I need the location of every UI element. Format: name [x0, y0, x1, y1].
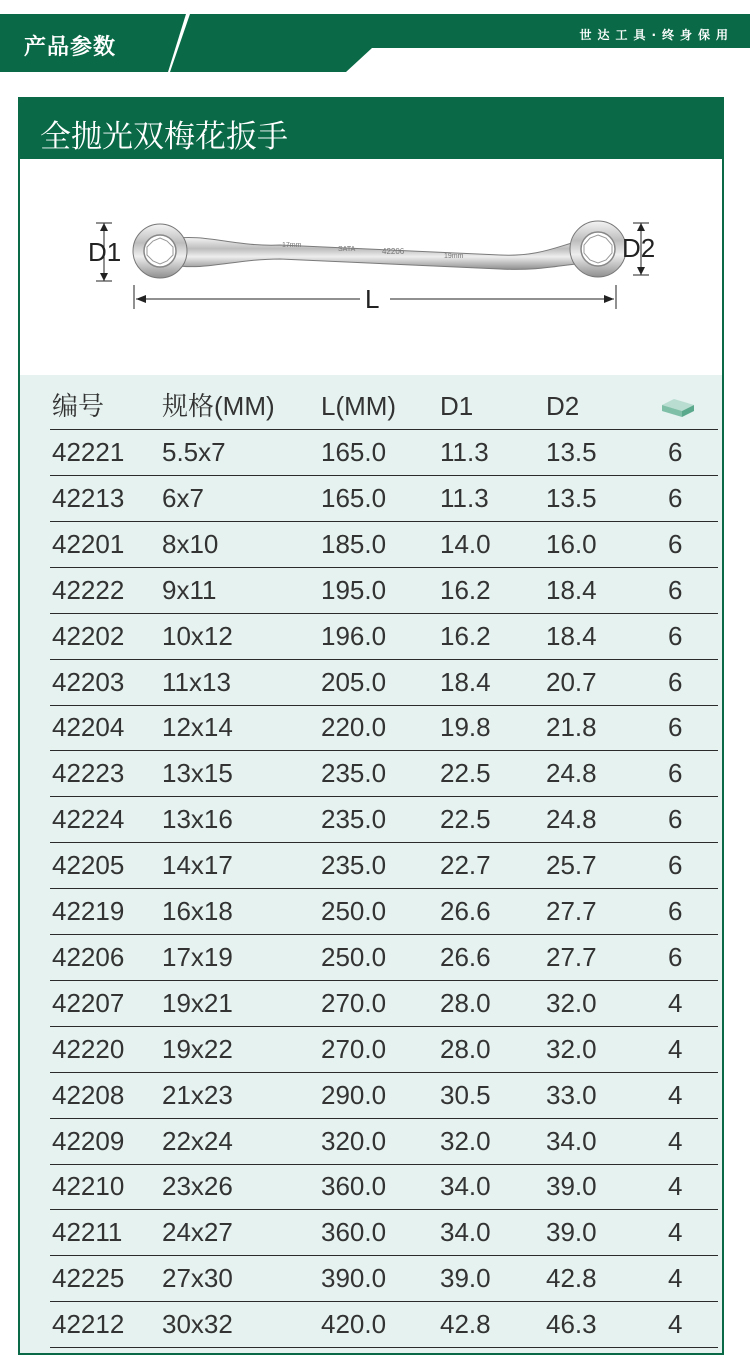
dimension-d1-label: D1 — [88, 237, 122, 267]
cell-code: 42209 — [52, 1125, 125, 1156]
cell-length: 205.0 — [321, 666, 387, 697]
cell-size: 5.5x7 — [162, 437, 226, 467]
cell-size: 21x23 — [162, 1079, 233, 1110]
top-banner — [0, 14, 750, 72]
engraving-brand: SATA — [338, 246, 356, 253]
cell-d1: 22.5 — [440, 758, 491, 789]
table-row — [50, 934, 718, 981]
cell-pack: 6 — [668, 896, 683, 926]
cell-d1: 19.8 — [440, 712, 491, 743]
table-row — [50, 475, 718, 522]
cell-length: 235.0 — [321, 850, 387, 881]
product-header — [20, 99, 722, 159]
cell-d2: 27.7 — [546, 941, 597, 972]
cell-length: 250.0 — [321, 896, 387, 926]
cell-d1: 16.2 — [440, 574, 491, 605]
cell-size: 10x12 — [162, 620, 233, 651]
cell-d1: 32.0 — [440, 1125, 491, 1156]
cell-d1: 28.0 — [440, 1033, 491, 1064]
cell-length: 235.0 — [321, 804, 387, 835]
cell-pack: 6 — [668, 528, 683, 559]
engraving-left: 17mm — [282, 242, 302, 249]
cell-code: 42207 — [52, 987, 125, 1018]
cell-d1: 34.0 — [440, 1217, 491, 1248]
table-row — [50, 429, 718, 476]
cell-size: 8x10 — [162, 528, 219, 559]
cell-d1: 39.0 — [440, 1263, 491, 1294]
cell-d2: 18.4 — [546, 574, 597, 605]
header-length: L(MM) — [321, 391, 397, 421]
product-title: 全抛光双梅花扳手 — [40, 119, 288, 155]
cell-length: 165.0 — [321, 437, 387, 467]
cell-d1: 34.0 — [440, 1171, 491, 1202]
table-row — [50, 659, 718, 706]
cell-length: 320.0 — [321, 1125, 387, 1156]
cell-pack: 4 — [668, 1171, 683, 1202]
header-code: 编号 — [52, 391, 105, 421]
cell-code: 42202 — [52, 620, 125, 651]
table-row — [50, 704, 718, 751]
cell-pack: 4 — [668, 1217, 683, 1248]
cell-pack: 6 — [668, 482, 683, 513]
table-row — [50, 521, 718, 568]
cell-size: 19x22 — [162, 1033, 233, 1064]
cell-length: 360.0 — [321, 1171, 387, 1202]
cell-d1: 16.2 — [440, 620, 491, 651]
cell-code: 42225 — [52, 1263, 125, 1294]
cell-d1: 11.3 — [440, 482, 489, 513]
cell-code: 42205 — [52, 850, 125, 881]
brand-slogan: 世达工具·终身保用 — [579, 28, 734, 42]
cell-size: 16x18 — [162, 896, 233, 926]
cell-d2: 32.0 — [546, 1033, 597, 1064]
cell-d1: 11.3 — [440, 437, 489, 467]
cell-code: 42224 — [52, 804, 125, 835]
table-row — [50, 1026, 718, 1073]
wrench-illustration — [20, 159, 722, 375]
cell-d2: 16.0 — [546, 528, 597, 559]
cell-code: 42211 — [52, 1217, 123, 1248]
cell-pack: 6 — [668, 712, 683, 743]
cell-length: 235.0 — [321, 758, 387, 789]
table-row — [50, 1255, 718, 1302]
cell-code: 42212 — [52, 1309, 125, 1340]
cell-d2: 42.8 — [546, 1263, 597, 1294]
cell-pack: 6 — [668, 437, 683, 467]
cell-d1: 30.5 — [440, 1079, 491, 1110]
cell-length: 290.0 — [321, 1079, 387, 1110]
table-row — [50, 888, 718, 935]
cell-d2: 20.7 — [546, 666, 597, 697]
cell-d1: 28.0 — [440, 987, 491, 1018]
cell-size: 9x11 — [162, 574, 217, 605]
cell-d2: 46.3 — [546, 1309, 597, 1340]
cell-code: 42213 — [52, 482, 125, 513]
cell-d2: 27.7 — [546, 896, 597, 926]
product-card — [18, 97, 724, 1355]
cell-pack: 6 — [668, 666, 683, 697]
box-pack-icon — [660, 395, 696, 419]
table-row — [50, 1301, 718, 1348]
engraving-right: 19mm — [444, 253, 464, 260]
cell-d2: 13.5 — [546, 437, 597, 467]
dimension-l-label: L — [365, 284, 380, 314]
cell-size: 12x14 — [162, 712, 233, 743]
cell-d1: 14.0 — [440, 528, 491, 559]
cell-size: 27x30 — [162, 1263, 233, 1294]
engraving-model: 42206 — [382, 247, 405, 256]
table-row — [50, 1209, 718, 1256]
table-row — [50, 796, 718, 843]
cell-length: 390.0 — [321, 1263, 387, 1294]
section-title: 产品参数 — [24, 35, 117, 60]
table-row — [50, 1072, 718, 1119]
cell-pack: 4 — [668, 1263, 683, 1294]
cell-d2: 21.8 — [546, 712, 597, 743]
cell-d2: 34.0 — [546, 1125, 597, 1156]
cell-pack: 6 — [668, 804, 683, 835]
table-row — [50, 1163, 718, 1210]
table-header-row — [50, 383, 718, 430]
table-row — [50, 567, 718, 614]
cell-size: 22x24 — [162, 1125, 233, 1156]
cell-pack: 6 — [668, 620, 683, 651]
cell-code: 42206 — [52, 941, 125, 972]
cell-length: 270.0 — [321, 1033, 387, 1064]
cell-d2: 25.7 — [546, 850, 597, 881]
cell-code: 42223 — [52, 758, 125, 789]
cell-code: 42210 — [52, 1171, 125, 1202]
header-d2: D2 — [546, 391, 580, 421]
cell-pack: 4 — [668, 987, 683, 1018]
cell-d2: 24.8 — [546, 804, 597, 835]
cell-pack: 6 — [668, 941, 683, 972]
cell-d1: 26.6 — [440, 896, 491, 926]
cell-size: 6x7 — [162, 482, 204, 513]
cell-d2: 39.0 — [546, 1171, 597, 1202]
cell-length: 250.0 — [321, 941, 387, 972]
cell-pack: 4 — [668, 1309, 683, 1340]
cell-d2: 13.5 — [546, 482, 597, 513]
wrench-diagram — [20, 159, 722, 375]
cell-d1: 22.5 — [440, 804, 491, 835]
cell-length: 220.0 — [321, 712, 387, 743]
cell-size: 19x21 — [162, 987, 233, 1018]
cell-d2: 18.4 — [546, 620, 597, 651]
table-row — [50, 980, 718, 1027]
cell-length: 360.0 — [321, 1217, 387, 1248]
cell-code: 42222 — [52, 574, 125, 605]
cell-pack: 4 — [668, 1079, 683, 1110]
cell-length: 185.0 — [321, 528, 387, 559]
table-row — [50, 1118, 718, 1165]
cell-d1: 22.7 — [440, 850, 491, 881]
cell-size: 30x32 — [162, 1309, 233, 1340]
cell-code: 42219 — [52, 896, 125, 926]
cell-size: 13x15 — [162, 758, 233, 789]
cell-d2: 32.0 — [546, 987, 597, 1018]
cell-size: 23x26 — [162, 1171, 233, 1202]
cell-code: 42221 — [52, 437, 125, 467]
header-size: 规格(MM) — [162, 391, 275, 421]
cell-pack: 4 — [668, 1125, 683, 1156]
cell-length: 420.0 — [321, 1309, 387, 1340]
cell-d1: 26.6 — [440, 941, 491, 972]
cell-code: 42204 — [52, 712, 125, 743]
table-row — [50, 613, 718, 660]
cell-pack: 6 — [668, 850, 683, 881]
table-row — [50, 842, 718, 889]
cell-pack: 4 — [668, 1033, 683, 1064]
cell-pack: 6 — [668, 574, 683, 605]
cell-d2: 24.8 — [546, 758, 597, 789]
cell-d1: 18.4 — [440, 666, 491, 697]
cell-d2: 39.0 — [546, 1217, 597, 1248]
cell-code: 42203 — [52, 666, 125, 697]
cell-size: 17x19 — [162, 941, 233, 972]
cell-length: 196.0 — [321, 620, 387, 651]
cell-size: 24x27 — [162, 1217, 233, 1248]
header-d1: D1 — [440, 391, 474, 421]
cell-code: 42201 — [52, 528, 125, 559]
cell-length: 270.0 — [321, 987, 387, 1018]
cell-d1: 42.8 — [440, 1309, 491, 1340]
cell-code: 42208 — [52, 1079, 125, 1110]
cell-length: 165.0 — [321, 482, 387, 513]
cell-length: 195.0 — [321, 574, 387, 605]
cell-code: 42220 — [52, 1033, 125, 1064]
dimension-d2-label: D2 — [622, 233, 656, 263]
spec-table — [20, 375, 722, 1353]
cell-size: 11x13 — [162, 666, 231, 697]
cell-d2: 33.0 — [546, 1079, 597, 1110]
table-row — [50, 750, 718, 797]
cell-size: 13x16 — [162, 804, 233, 835]
cell-pack: 6 — [668, 758, 683, 789]
cell-size: 14x17 — [162, 850, 233, 881]
